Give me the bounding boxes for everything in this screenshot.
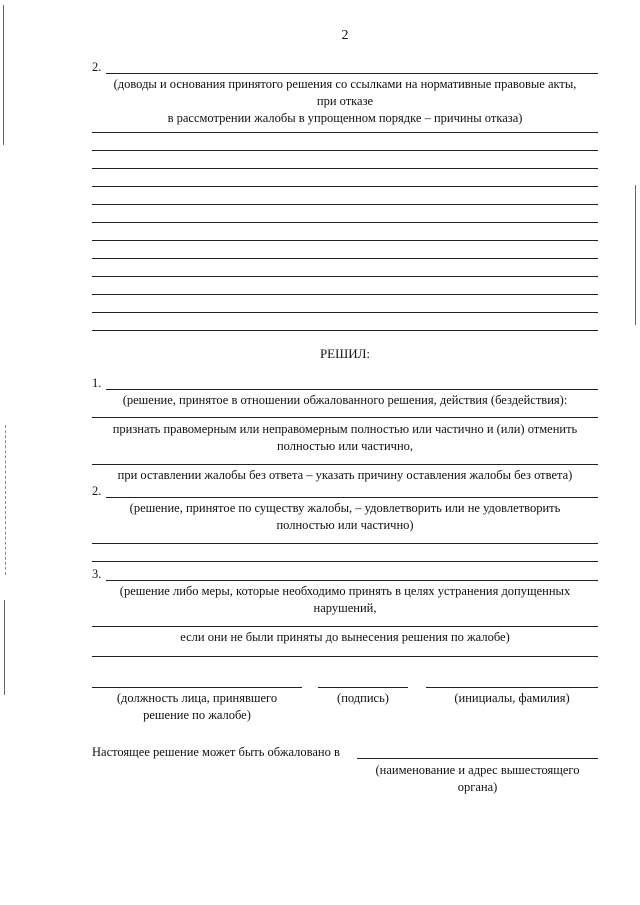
name-line — [426, 687, 598, 688]
caption-line: решение по жалобе) — [143, 708, 251, 722]
fill-line — [92, 294, 598, 295]
fill-line — [92, 204, 598, 205]
appeal-text: Настоящее решение может быть обжаловано в — [92, 745, 340, 759]
fill-line — [92, 276, 598, 277]
item2-hint — [92, 500, 598, 534]
fill-line — [106, 389, 598, 390]
appeal-caption — [357, 762, 598, 796]
section2-hint — [92, 76, 598, 127]
item-number: 2. — [92, 484, 102, 498]
hint-line: (доводы и основания принятого решения со ссылками на нормативные правовые акты, — [113, 77, 577, 91]
hint-line: в рассмотрении жалобы в упрощенном порядке – причины отказа) — [167, 111, 523, 125]
margin-mark — [5, 425, 6, 575]
item1-hint: при оставлении жалобы без ответа – указать причину оставления жалобы без ответа) — [117, 468, 573, 482]
fill-line — [92, 168, 598, 169]
item3-hint — [92, 583, 598, 617]
position-signature-line — [92, 687, 302, 688]
margin-mark — [3, 5, 4, 145]
fill-line — [92, 464, 598, 465]
fill-line — [92, 222, 598, 223]
fill-line — [92, 240, 598, 241]
item1-hint — [92, 421, 598, 455]
fill-line — [92, 626, 598, 627]
fill-line — [92, 150, 598, 151]
hint-line: (решение, принятое по существу жалобы, – удовлетворить или не удовлетворить — [129, 501, 561, 515]
caption-line: (должность лица, принявшего — [116, 691, 278, 705]
appeal-line — [357, 758, 598, 759]
fill-line — [106, 497, 598, 498]
sign-line — [318, 687, 408, 688]
position-caption — [92, 690, 302, 724]
fill-line — [106, 73, 598, 74]
item-number: 3. — [92, 567, 102, 581]
fill-line — [92, 312, 598, 313]
caption-line: органа) — [457, 780, 498, 794]
hint-line: (решение либо меры, которые необходимо принять в целях устранения допущенных — [119, 584, 571, 598]
name-caption: (инициалы, фамилия) — [454, 691, 570, 705]
hint-line: нарушений, — [313, 601, 377, 615]
fill-line — [92, 186, 598, 187]
fill-line — [92, 543, 598, 544]
sign-caption: (подпись) — [337, 691, 389, 705]
caption-line: (наименование и адрес вышестоящего — [375, 763, 580, 777]
fill-line — [92, 258, 598, 259]
item-number: 1. — [92, 376, 102, 390]
page-number: 2 — [341, 28, 349, 43]
fill-line — [92, 132, 598, 133]
hint-line: полностью или частично, — [276, 439, 414, 453]
fill-line — [92, 330, 598, 331]
item3-hint: если они не были приняты до вынесения решения по жалобе) — [180, 630, 510, 644]
section-number: 2. — [92, 60, 102, 74]
fill-line — [106, 580, 598, 581]
heading-resolved: РЕШИЛ: — [319, 346, 371, 361]
hint-line: полностью или частично) — [276, 518, 414, 532]
item1-hint: (решение, принятое в отношении обжалованного решения, действия (бездействия): — [122, 393, 568, 407]
margin-mark — [4, 600, 5, 695]
margin-mark — [635, 185, 636, 325]
hint-line: признать правомерным или неправомерным полностью или частично и (или) отменить — [112, 422, 578, 436]
fill-line — [92, 656, 598, 657]
fill-line — [92, 417, 598, 418]
fill-line — [92, 561, 598, 562]
hint-line: при отказе — [316, 94, 374, 108]
